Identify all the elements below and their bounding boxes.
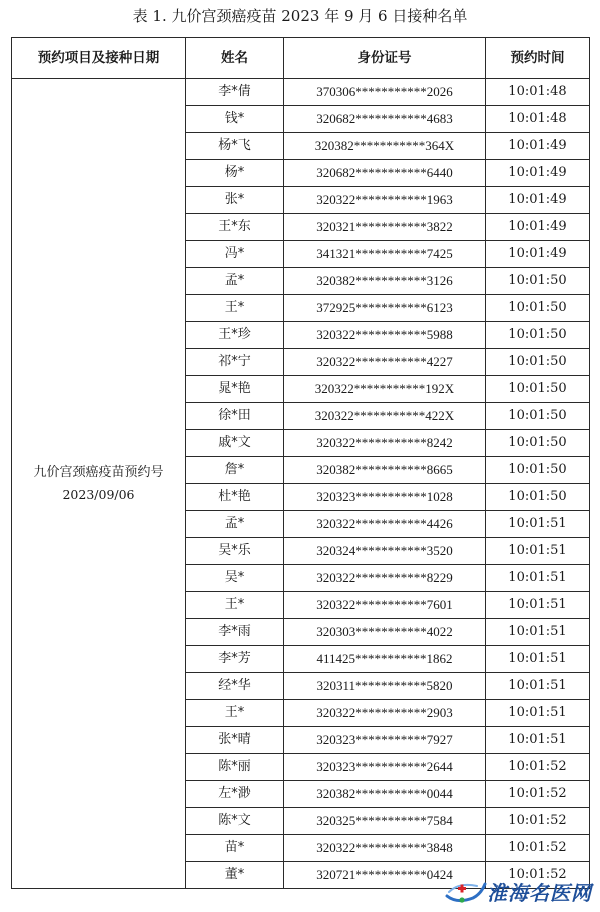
id-number-cell: 320322***********1963 — [284, 187, 486, 214]
name-cell: 晁*艳 — [186, 376, 284, 403]
name-cell: 陈*文 — [186, 808, 284, 835]
appointment-time-cell: 10:01:50 — [486, 295, 590, 322]
vaccination-date: 2023/09/06 — [62, 486, 135, 502]
table-header-row — [12, 38, 590, 79]
id-number-cell: 320311***********5820 — [284, 673, 486, 700]
header-name: 姓名 — [186, 38, 284, 79]
id-number-cell: 320322***********7601 — [284, 592, 486, 619]
header-appointment-time: 预约时间 — [486, 38, 590, 79]
header-project-date: 预约项目及接种日期 — [12, 38, 186, 79]
project-name: 九价宫颈癌疫苗预约号 — [33, 464, 164, 480]
appointment-time-cell: 10:01:51 — [486, 700, 590, 727]
name-cell: 孟* — [186, 511, 284, 538]
appointment-time-cell: 10:01:49 — [486, 241, 590, 268]
id-number-cell: 320322***********3848 — [284, 835, 486, 862]
name-cell: 王*珍 — [186, 322, 284, 349]
appointment-time-cell: 10:01:51 — [486, 646, 590, 673]
appointment-time-cell: 10:01:52 — [486, 835, 590, 862]
name-cell: 杨* — [186, 160, 284, 187]
appointment-time-cell: 10:01:51 — [486, 538, 590, 565]
name-cell: 董* — [186, 862, 284, 889]
name-cell: 李*芳 — [186, 646, 284, 673]
appointment-time-cell: 10:01:50 — [486, 349, 590, 376]
appointment-time-cell: 10:01:51 — [486, 592, 590, 619]
id-number-cell: 370306***********2026 — [284, 79, 486, 106]
appointment-time-cell: 10:01:49 — [486, 160, 590, 187]
appointment-time-cell: 10:01:48 — [486, 79, 590, 106]
name-cell: 戚*文 — [186, 430, 284, 457]
project-date-cell — [12, 79, 186, 889]
appointment-time-cell: 10:01:50 — [486, 457, 590, 484]
name-cell: 左*渺 — [186, 781, 284, 808]
name-cell: 张*晴 — [186, 727, 284, 754]
id-number-cell: 320322***********5988 — [284, 322, 486, 349]
appointment-time-cell: 10:01:52 — [486, 754, 590, 781]
id-number-cell: 320322***********8242 — [284, 430, 486, 457]
name-cell: 张* — [186, 187, 284, 214]
id-number-cell: 320323***********2644 — [284, 754, 486, 781]
name-cell: 杜*艳 — [186, 484, 284, 511]
appointment-time-cell: 10:01:51 — [486, 727, 590, 754]
medical-cross-logo-icon — [443, 876, 487, 906]
id-number-cell: 341321***********7425 — [284, 241, 486, 268]
id-number-cell: 320322***********422X — [284, 403, 486, 430]
id-number-cell: 320323***********1028 — [284, 484, 486, 511]
header-id-number: 身份证号 — [284, 38, 486, 79]
id-number-cell: 320382***********8665 — [284, 457, 486, 484]
appointment-time-cell: 10:01:51 — [486, 619, 590, 646]
name-cell: 王* — [186, 592, 284, 619]
name-cell: 冯* — [186, 241, 284, 268]
name-cell: 孟* — [186, 268, 284, 295]
id-number-cell: 320323***********7927 — [284, 727, 486, 754]
name-cell: 吴*乐 — [186, 538, 284, 565]
id-number-cell: 320682***********4683 — [284, 106, 486, 133]
appointment-time-cell: 10:01:50 — [486, 376, 590, 403]
id-number-cell: 320382***********0044 — [284, 781, 486, 808]
name-cell: 徐*田 — [186, 403, 284, 430]
id-number-cell: 320303***********4022 — [284, 619, 486, 646]
id-number-cell: 320382***********364X — [284, 133, 486, 160]
id-number-cell: 320322***********4426 — [284, 511, 486, 538]
watermark-text: 淮海名医网 — [487, 880, 592, 905]
id-number-cell: 372925***********6123 — [284, 295, 486, 322]
id-number-cell: 320325***********7584 — [284, 808, 486, 835]
name-cell: 王*东 — [186, 214, 284, 241]
name-cell: 李*雨 — [186, 619, 284, 646]
site-watermark — [443, 874, 592, 908]
appointment-time-cell: 10:01:50 — [486, 322, 590, 349]
name-cell: 李*倩 — [186, 79, 284, 106]
name-cell: 陈*丽 — [186, 754, 284, 781]
name-cell: 王* — [186, 295, 284, 322]
appointment-time-cell: 10:01:52 — [486, 808, 590, 835]
appointment-time-cell: 10:01:49 — [486, 214, 590, 241]
id-number-cell: 320322***********8229 — [284, 565, 486, 592]
appointment-time-cell: 10:01:52 — [486, 781, 590, 808]
id-number-cell: 320721***********0424 — [284, 862, 486, 889]
appointment-time-cell: 10:01:49 — [486, 187, 590, 214]
id-number-cell: 320324***********3520 — [284, 538, 486, 565]
name-cell: 吴* — [186, 565, 284, 592]
id-number-cell: 320322***********4227 — [284, 349, 486, 376]
table-row — [12, 79, 590, 106]
document-title: 表 1. 九价宫颈癌疫苗 2023 年 9 月 6 日接种名单 — [132, 7, 468, 25]
name-cell: 经*华 — [186, 673, 284, 700]
id-number-cell: 320322***********192X — [284, 376, 486, 403]
appointment-time-cell: 10:01:50 — [486, 268, 590, 295]
table-body — [12, 79, 590, 889]
appointment-time-cell: 10:01:51 — [486, 673, 590, 700]
appointment-time-cell: 10:01:49 — [486, 133, 590, 160]
name-cell: 王* — [186, 700, 284, 727]
name-cell: 钱* — [186, 106, 284, 133]
vaccination-list-table — [11, 37, 590, 889]
id-number-cell: 320322***********2903 — [284, 700, 486, 727]
appointment-time-cell: 10:01:52 — [486, 862, 590, 889]
name-cell: 苗* — [186, 835, 284, 862]
id-number-cell: 320321***********3822 — [284, 214, 486, 241]
appointment-time-cell: 10:01:50 — [486, 430, 590, 457]
appointment-time-cell: 10:01:50 — [486, 403, 590, 430]
appointment-time-cell: 10:01:48 — [486, 106, 590, 133]
id-number-cell: 411425***********1862 — [284, 646, 486, 673]
appointment-time-cell: 10:01:50 — [486, 484, 590, 511]
id-number-cell: 320382***********3126 — [284, 268, 486, 295]
name-cell: 祁*宁 — [186, 349, 284, 376]
appointment-time-cell: 10:01:51 — [486, 511, 590, 538]
id-number-cell: 320682***********6440 — [284, 160, 486, 187]
appointment-time-cell: 10:01:51 — [486, 565, 590, 592]
name-cell: 詹* — [186, 457, 284, 484]
name-cell: 杨*飞 — [186, 133, 284, 160]
